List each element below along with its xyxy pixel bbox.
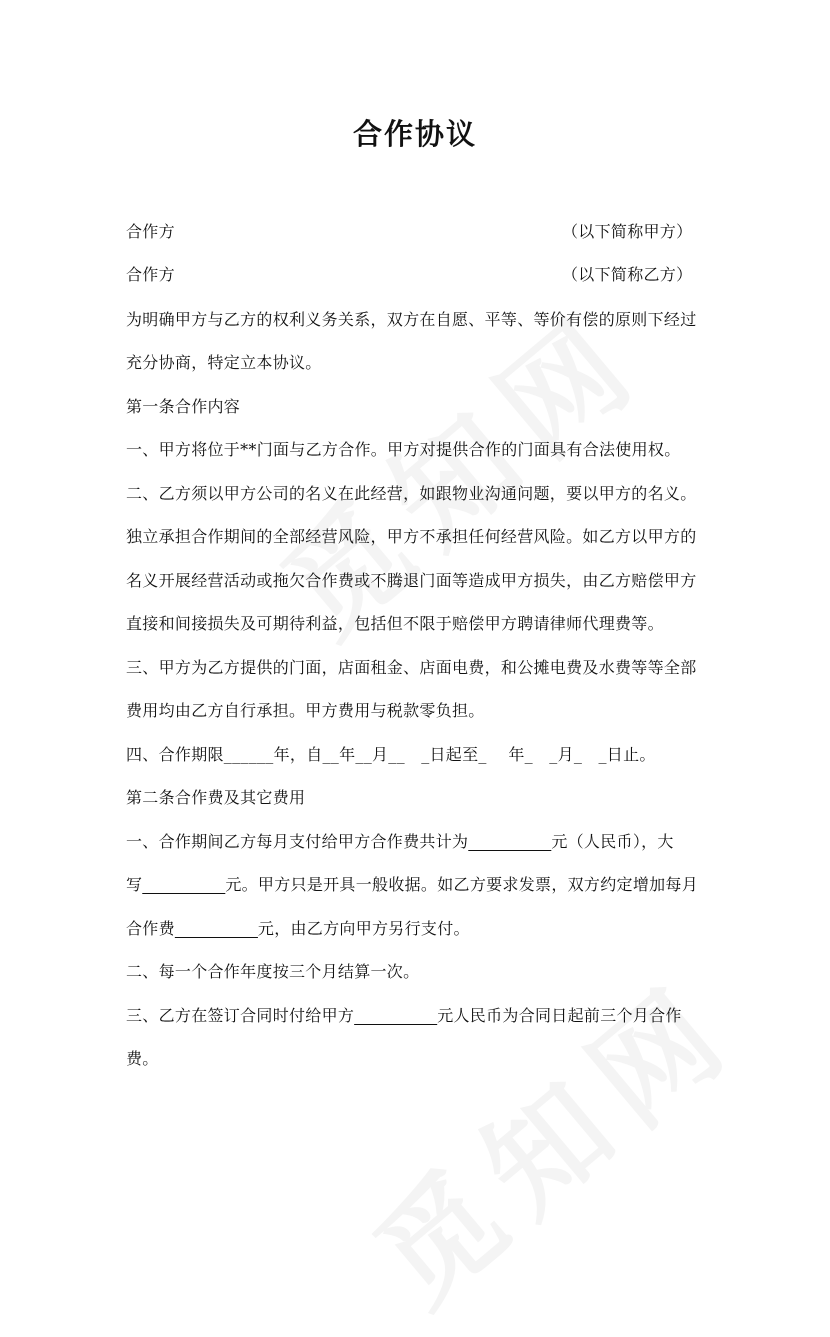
article-1-clause-3-line-2: 费用均由乙方自行承担。甲方费用与税款零负担。 xyxy=(126,701,485,720)
party-a-label: 合作方 xyxy=(126,222,175,241)
fill-in-blank: __________ xyxy=(174,919,258,938)
article-2-clause-3-line-1 xyxy=(126,1005,706,1027)
intro-line-1: 为明确甲方与乙方的权利义务关系，双方在自愿、平等、等价有偿的原则下经过 xyxy=(126,310,697,329)
party-b-note: （以下简称乙方） xyxy=(562,265,693,284)
article-1-clause-1: 一、甲方将位于**门面与乙方合作。甲方对提供合作的门面具有合法使用权。 xyxy=(126,440,681,459)
party-a-line xyxy=(126,221,706,243)
article-1-clause-2-line-3: 名义开展经营活动或拖欠合作费或不腾退门面等造成甲方损失，由乙方赔偿甲方 xyxy=(126,571,697,590)
document-title: 合作协议 xyxy=(352,117,477,151)
fill-in-blank: __________ xyxy=(354,1006,438,1025)
fill-in-blank: __________ xyxy=(142,875,226,894)
article-2-title: 第二条合作费及其它费用 xyxy=(126,788,306,807)
article-2-clause-2: 二、每一个合作年度按三个月结算一次。 xyxy=(126,962,420,981)
article-2-clause-3-line-2: 费。 xyxy=(126,1049,159,1068)
intro-line-2: 充分协商，特定立本协议。 xyxy=(126,353,322,372)
article-1-clause-2-line-2: 独立承担合作期间的全部经营风险，甲方不承担任何经营风险。如乙方以甲方的 xyxy=(126,527,697,546)
clause-text: 一、合作期间乙方每月支付给甲方合作费共计为 xyxy=(126,832,469,851)
clause-text: 写 xyxy=(126,875,143,894)
clause-text: 元。甲方只是开具一般收据。如乙方要求发票，双方约定增加每月 xyxy=(225,875,699,894)
fill-in-blank: __________ xyxy=(468,832,552,851)
watermark xyxy=(334,935,766,1337)
clause-text: 元（人民币），大 xyxy=(551,832,674,851)
article-1-title: 第一条合作内容 xyxy=(126,397,241,416)
clause-text: 元，由乙方向甲方另行支付。 xyxy=(257,919,470,938)
party-b-line xyxy=(126,264,706,286)
article-1-clause-2-line-4: 直接和间接损失及可期待利益，包括但不限于赔偿甲方聘请律师代理费等。 xyxy=(126,614,664,633)
clause-text: 元人民币为合同日起前三个月合作 xyxy=(437,1006,682,1025)
clause-text: 三、乙方在签订合同时付给甲方 xyxy=(126,1006,355,1025)
party-b-label: 合作方 xyxy=(126,265,175,284)
article-1-clause-4: 四、合作期限______年，自__年__月__ _日起至_ 年_ _月_ _日止。 xyxy=(126,745,656,764)
article-2-clause-1-line-2 xyxy=(126,874,706,896)
article-2-clause-1-line-3 xyxy=(126,918,706,940)
article-1-clause-2-line-1: 二、乙方须以甲方公司的名义在此经营，如跟物业沟通问题，要以甲方的名义。 xyxy=(126,484,697,503)
article-2-clause-1-line-1 xyxy=(126,831,706,853)
party-a-note: （以下简称甲方） xyxy=(562,222,693,241)
clause-text: 合作费 xyxy=(126,919,175,938)
article-1-clause-3-line-1: 三、甲方为乙方提供的门面，店面租金、店面电费，和公摊电费及水费等等全部 xyxy=(126,658,697,677)
